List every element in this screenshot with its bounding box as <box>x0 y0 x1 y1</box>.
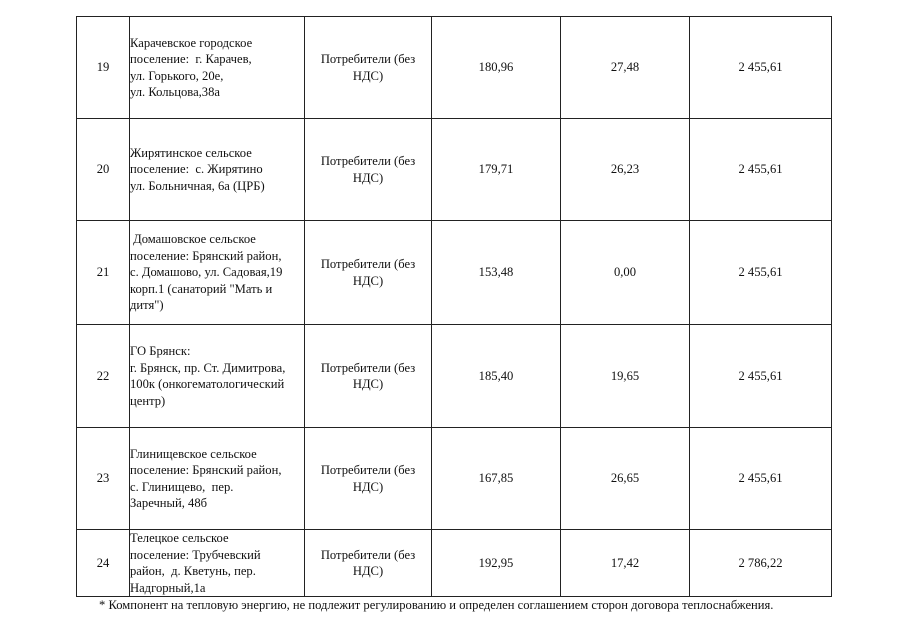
consumer-group <box>305 428 432 530</box>
consumer-group <box>305 530 432 597</box>
value-v1: 167,85 <box>432 428 561 530</box>
address-line: поселение: Брянский район, <box>130 463 282 477</box>
address-line: 100к (онкогематологический <box>130 377 285 391</box>
address-line: поселение: Брянский район, <box>130 248 282 263</box>
address-line: Домашовское сельское <box>130 232 256 247</box>
consumer-group-line: НДС) <box>352 564 384 578</box>
address-line: ул. Больничная, 6а (ЦРБ) <box>130 178 265 193</box>
address-line: Заречный, 48б <box>130 496 208 510</box>
consumer-group <box>305 221 432 325</box>
settlement-address <box>130 221 305 325</box>
value-v2: 19,65 <box>561 325 690 428</box>
consumer-group <box>305 119 432 221</box>
consumer-group-line: Потребители (без <box>320 463 416 477</box>
consumer-group-line: Потребители (без <box>320 360 416 375</box>
row-number: 23 <box>77 428 130 530</box>
address-line: центр) <box>130 393 166 408</box>
row-number: 21 <box>77 221 130 325</box>
row-number: 22 <box>77 325 130 428</box>
consumer-group-line: НДС) <box>352 273 384 288</box>
consumer-group-line: Потребители (без <box>320 52 416 66</box>
value-v3: 2 455,61 <box>690 119 832 221</box>
value-v1: 192,95 <box>432 530 561 597</box>
table-row <box>77 530 832 597</box>
table-row <box>77 325 832 428</box>
address-line: поселение: Трубчевский <box>130 547 261 562</box>
value-v3: 2 455,61 <box>690 325 832 428</box>
value-v2: 26,23 <box>561 119 690 221</box>
value-v1: 179,71 <box>432 119 561 221</box>
row-number: 20 <box>77 119 130 221</box>
value-v3: 2 455,61 <box>690 428 832 530</box>
tariff-table-body <box>77 17 832 597</box>
consumer-group-line: НДС) <box>352 68 384 83</box>
consumer-group <box>305 325 432 428</box>
value-v2: 17,42 <box>561 530 690 597</box>
value-v1: 180,96 <box>432 17 561 119</box>
consumer-group-line: Потребители (без <box>320 154 416 168</box>
settlement-address <box>130 325 305 428</box>
tariff-table <box>76 16 832 597</box>
table-row <box>77 17 832 119</box>
value-v3: 2 455,61 <box>690 221 832 325</box>
address-line: поселение: г. Карачев, <box>130 52 252 66</box>
footnote: * Компонент на тепловую энергию, не подлежит регулированию и определен соглашением сторон договора теплоснабжения. <box>99 598 774 612</box>
address-line: ГО Брянск: <box>130 344 191 358</box>
address-line: Глинищевское сельское <box>130 446 257 461</box>
value-v3: 2 786,22 <box>690 530 832 597</box>
address-line: Телецкое сельское <box>130 531 229 545</box>
row-number: 19 <box>77 17 130 119</box>
address-line: Надгорный,1а <box>130 580 206 595</box>
consumer-group-line: Потребители (без <box>320 257 416 271</box>
settlement-address <box>130 17 305 119</box>
address-line: Карачевское городское <box>130 35 253 50</box>
value-v1: 185,40 <box>432 325 561 428</box>
consumer-group-line: НДС) <box>352 170 384 185</box>
value-v2: 0,00 <box>561 221 690 325</box>
table-row <box>77 221 832 325</box>
table-row <box>77 119 832 221</box>
address-line: район, д. Кветунь, пер. <box>130 564 256 578</box>
value-v2: 27,48 <box>561 17 690 119</box>
address-line: ул. Кольцова,38а <box>130 85 220 99</box>
settlement-address <box>130 530 305 597</box>
consumer-group <box>305 17 432 119</box>
value-v3: 2 455,61 <box>690 17 832 119</box>
settlement-address <box>130 119 305 221</box>
address-line: г. Брянск, пр. Ст. Димитрова, <box>130 360 286 375</box>
table-row <box>77 428 832 530</box>
address-line: с. Домашово, ул. Садовая,19 <box>130 265 283 280</box>
consumer-group-line: НДС) <box>352 377 384 391</box>
address-line: дитя") <box>130 298 164 313</box>
settlement-address <box>130 428 305 530</box>
address-line: ул. Горького, 20е, <box>130 68 224 83</box>
consumer-group-line: Потребители (без <box>320 547 416 562</box>
address-line: Жирятинское сельское <box>130 145 252 160</box>
value-v2: 26,65 <box>561 428 690 530</box>
consumer-group-line: НДС) <box>352 479 384 494</box>
address-line: корп.1 (санаторий "Мать и <box>130 281 273 296</box>
address-line: с. Глинищево, пер. <box>130 479 234 494</box>
value-v1: 153,48 <box>432 221 561 325</box>
address-line: поселение: с. Жирятино <box>130 162 263 177</box>
row-number: 24 <box>77 530 130 597</box>
